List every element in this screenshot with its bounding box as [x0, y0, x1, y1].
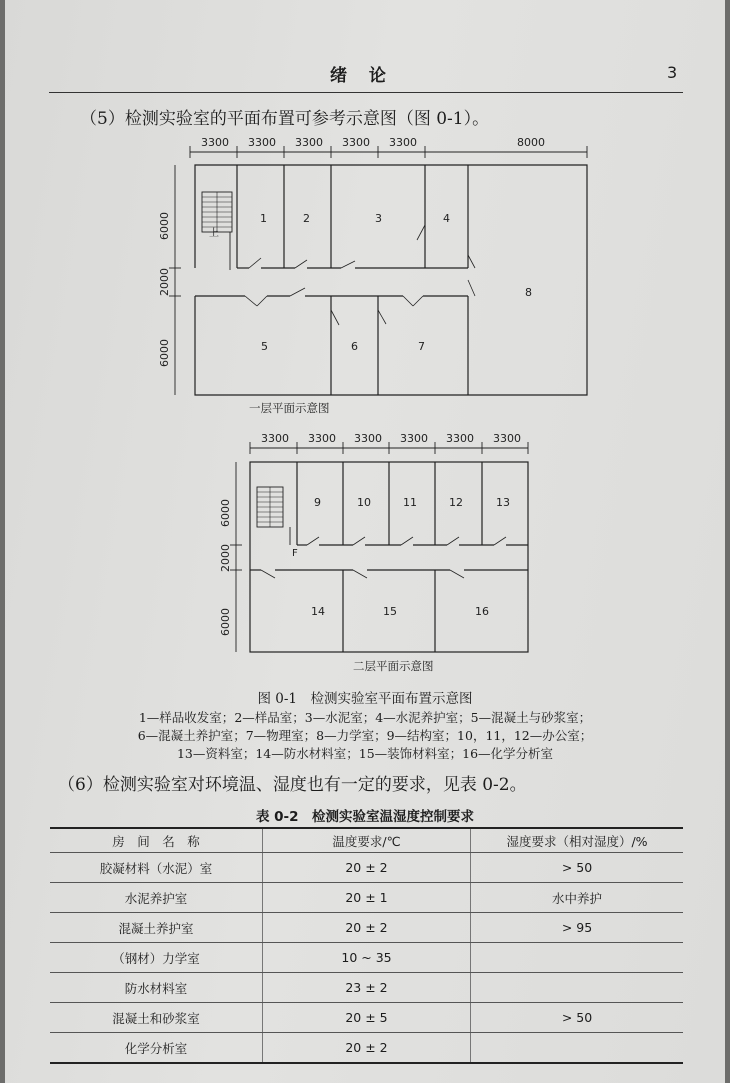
humidity-table [50, 827, 683, 1064]
dim-label: 3300 [493, 432, 521, 445]
dim-label: 2000 [219, 544, 232, 572]
dim-label: 3300 [446, 432, 474, 445]
room-number: 3 [375, 212, 382, 225]
column-header: 温度要求/℃ [263, 828, 471, 853]
dim-label: 3300 [342, 136, 370, 149]
room-number: 15 [383, 605, 397, 618]
room-number: 13 [496, 496, 510, 509]
room-name-cell: 水泥养护室 [50, 883, 263, 913]
room-number: 2 [303, 212, 310, 225]
humidity-cell: > 50 [471, 1003, 684, 1033]
room-number: 16 [475, 605, 489, 618]
room-number: 1 [260, 212, 267, 225]
room-number: 9 [314, 496, 321, 509]
floor2-plan [230, 442, 528, 652]
room-name-cell: 混凝土和砂浆室 [50, 1003, 263, 1033]
column-header: 房 间 名 称 [50, 828, 263, 853]
figure-title: 图 0-1 检测实验室平面布置示意图 [257, 691, 473, 707]
figure-legend-line: 13—资料室；14—防水材料室；15—装饰材料室；16—化学分析室 [176, 746, 554, 761]
temperature-cell: 10 ~ 35 [263, 943, 471, 973]
table-row [50, 913, 683, 943]
room-number: 8 [525, 286, 532, 299]
table-row [50, 973, 683, 1003]
room-number: 6 [351, 340, 358, 353]
floor2-labels [219, 432, 521, 673]
temperature-cell: 20 ± 1 [263, 883, 471, 913]
figure-legend-line: 6—混凝土养护室；7—物理室；8—力学室；9—结构室；10，11，12—办公室； [137, 728, 593, 743]
humidity-cell: > 50 [471, 853, 684, 883]
temperature-cell: 23 ± 2 [263, 973, 471, 1003]
humidity-cell [471, 973, 684, 1003]
room-number: 12 [449, 496, 463, 509]
humidity-cell [471, 1033, 684, 1064]
table-row [50, 883, 683, 913]
book-page [5, 0, 725, 1083]
room-name-cell: 混凝土养护室 [50, 913, 263, 943]
dim-label: 6000 [158, 339, 171, 367]
temperature-cell: 20 ± 2 [263, 913, 471, 943]
dim-label: 6000 [158, 212, 171, 240]
dim-label: 3300 [248, 136, 276, 149]
dim-label: 3300 [354, 432, 382, 445]
paragraph-6: （6）检测实验室对环境温、湿度也有一定的要求，见表 0-2。 [58, 775, 527, 795]
humidity-cell: 水中养护 [471, 883, 684, 913]
page-number: 3 [667, 63, 678, 82]
temperature-cell: 20 ± 2 [263, 853, 471, 883]
temperature-cell: 20 ± 5 [263, 1003, 471, 1033]
column-header: 湿度要求（相对湿度）/% [471, 828, 684, 853]
humidity-cell: > 95 [471, 913, 684, 943]
room-name-cell: 防水材料室 [50, 973, 263, 1003]
room-name-cell: 胶凝材料（水泥）室 [50, 853, 263, 883]
room-number: 10 [357, 496, 371, 509]
chapter-title: 绪 论 [330, 66, 394, 86]
table-row [50, 853, 683, 883]
dim-label: 8000 [517, 136, 545, 149]
room-number: 7 [418, 340, 425, 353]
table-row [50, 943, 683, 973]
room-name-cell: （钢材）力学室 [50, 943, 263, 973]
dim-label: 6000 [219, 499, 232, 527]
stairs-label: 上 [209, 228, 219, 239]
paragraph-5: （5）检测实验室的平面布置可参考示意图（图 0-1）。 [80, 109, 490, 129]
room-number: 5 [261, 340, 268, 353]
dim-label: 3300 [261, 432, 289, 445]
floor-plan-figure [5, 0, 725, 680]
dim-label: 3300 [201, 136, 229, 149]
dim-label: 6000 [219, 608, 232, 636]
room-number: 11 [403, 496, 417, 509]
room-number: 4 [443, 212, 450, 225]
dim-label: 3300 [389, 136, 417, 149]
stairs-label: F [292, 548, 298, 559]
dim-label: 2000 [158, 268, 171, 296]
dim-label: 3300 [400, 432, 428, 445]
table-row [50, 1033, 683, 1064]
table-row [50, 1003, 683, 1033]
figure-legend-line: 1—样品收发室；2—样品室；3—水泥室；4—水泥养护室；5—混凝土与砂浆室； [138, 710, 592, 725]
humidity-cell [471, 943, 684, 973]
floor1-labels [158, 136, 545, 415]
floor1-plan [169, 146, 587, 395]
dim-label: 3300 [308, 432, 336, 445]
room-number: 14 [311, 605, 325, 618]
temperature-cell: 20 ± 2 [263, 1033, 471, 1064]
table-header-row [50, 828, 683, 853]
floor1-caption: 一层平面示意图 [249, 401, 330, 415]
floor2-caption: 二层平面示意图 [353, 659, 434, 673]
room-name-cell: 化学分析室 [50, 1033, 263, 1064]
dim-label: 3300 [295, 136, 323, 149]
table-title: 表 0-2 检测实验室温湿度控制要求 [255, 809, 475, 825]
